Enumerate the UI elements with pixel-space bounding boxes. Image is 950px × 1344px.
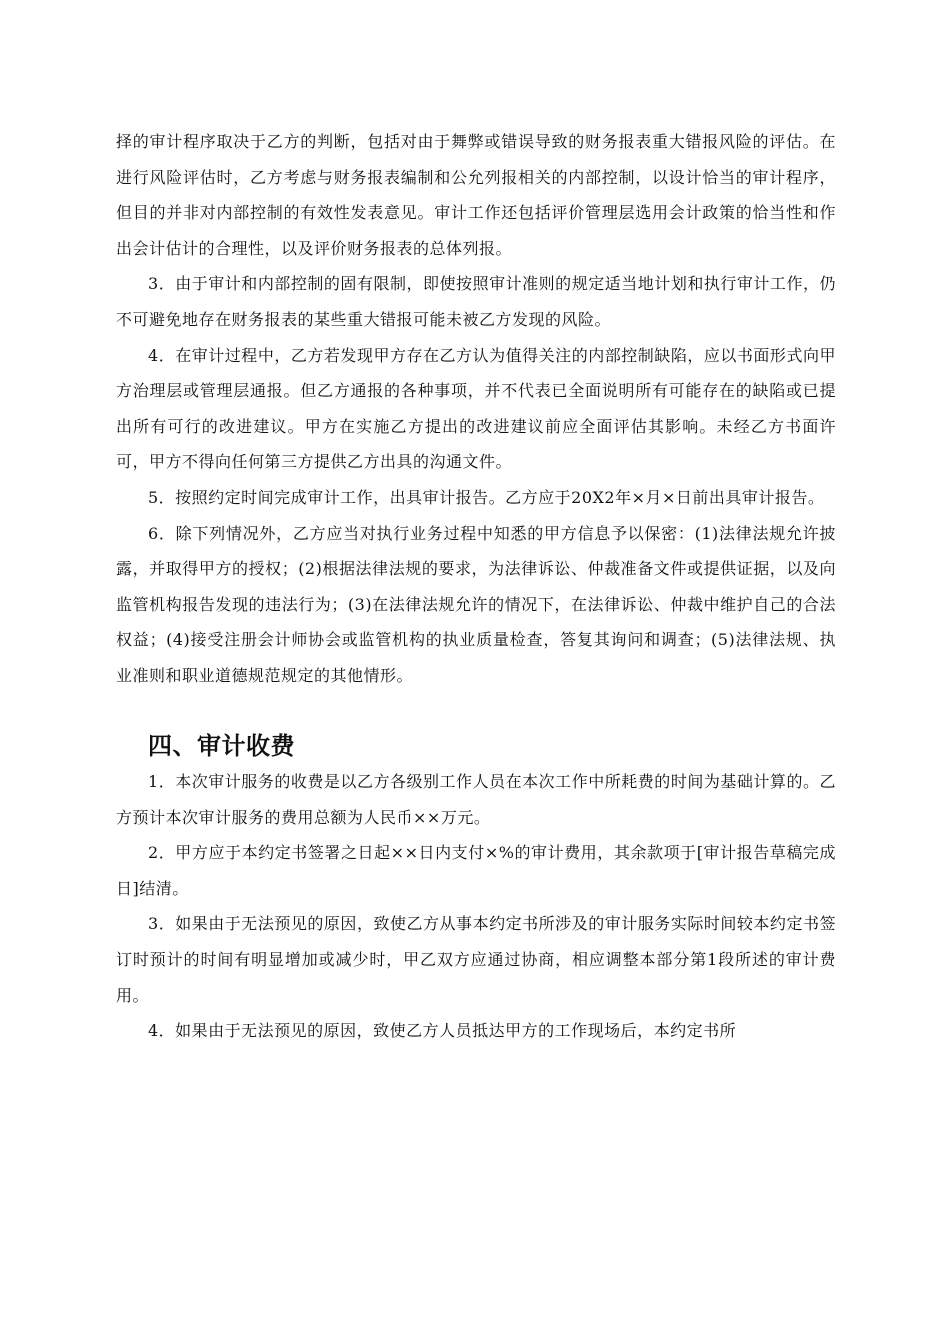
section3-continuation-paragraph: 择的审计程序取决于乙方的判断，包括对由于舞弊或错误导致的财务报表重大错报风险的评估。在进行风险评估时，乙方考虑与财务报表编制和公允列报相关的内部控制，以设计恰当的审计程序，但目的并非对内部控制的有效性发表意见。审计工作还包括评价管理层选用会计政策的恰当性和作出会计估计的合理性，以及评价财务报表的总体列报。 <box>116 132 836 258</box>
section4-item-1: 1．本次审计服务的收费是以乙方各级别工作人员在本次工作中所耗费的时间为基础计算的。乙方预计本次审计服务的费用总额为人民币××万元。 <box>116 772 836 827</box>
section4-item-3: 3．如果由于无法预见的原因，致使乙方从事本约定书所涉及的审计服务实际时间较本约定书签订时预计的时间有明显增加或减少时，甲乙双方应通过协商，相应调整本部分第1段所述的审计费用。 <box>116 914 836 1005</box>
section4-item-4: 4．如果由于无法预见的原因，致使乙方人员抵达甲方的工作现场后，本约定书所 <box>148 1021 737 1041</box>
section3-item-5: 5．按照约定时间完成审计工作，出具审计报告。乙方应于20X2年×月×日前出具审计报告。 <box>148 487 825 507</box>
section3-item-6: 6．除下列情况外，乙方应当对执行业务过程中知悉的甲方信息予以保密：(1)法律法规允许披露，并取得甲方的授权；(2)根据法律法规的要求，为法律诉讼、仲裁准备文件或提供证据，以及向监管机构报告发现的违法行为；(3)在法律法规允许的情况下，在法律诉讼、仲裁中维护自己的合法权益；(4)接受注册会计师协会或监管机构的执业质量检查，答复其询问和调查；(5)法律法规、执业准则和职业道德规范规定的其他情形。 <box>116 523 836 685</box>
section3-item-4: 4．在审计过程中，乙方若发现甲方存在乙方认为值得关注的内部控制缺陷，应以书面形式向甲方治理层或管理层通报。但乙方通报的各种事项，并不代表已全面说明所有可能存在的缺陷或已提出所有可行的改进建议。甲方在实施乙方提出的改进建议前应全面评估其影响。未经乙方书面许可，甲方不得向任何第三方提供乙方出具的沟通文件。 <box>116 345 836 472</box>
section3-item-3: 3．由于审计和内部控制的固有限制，即使按照审计准则的规定适当地计划和执行审计工作，仍不可避免地存在财务报表的某些重大错报可能未被乙方发现的风险。 <box>116 274 836 329</box>
section4-item-2: 2．甲方应于本约定书签署之日起××日内支付×%的审计费用，其余款项于[审计报告草稿完成日]结清。 <box>116 843 836 898</box>
document-page <box>116 124 836 1049</box>
section4-heading: 四、审计收费 <box>148 731 295 760</box>
